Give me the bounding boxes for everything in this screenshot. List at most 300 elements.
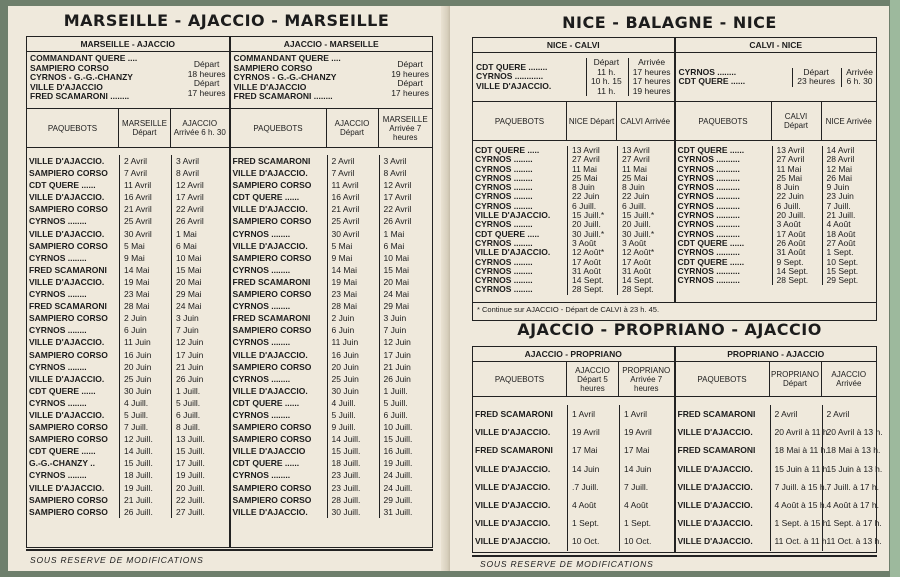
list-line: CDT QUERE ........: [476, 61, 548, 72]
arrival-date: 10 Mai: [171, 252, 223, 264]
propriano-ajaccio-rows: [676, 396, 883, 551]
ship-name: CDT QUERE ......: [29, 446, 96, 457]
ship-name: FRED SCAMARONI: [475, 409, 553, 419]
ship-name: FRED SCAMARONI: [29, 264, 107, 275]
ship-name: VILLE D'AJACCIO.: [475, 536, 551, 547]
arrival-date: 21 Juill.: [822, 211, 872, 220]
departure-date: 5 Mai: [327, 240, 379, 252]
departure-date: 21 Juill.: [119, 494, 171, 506]
nice-calvi-heading: NICE - CALVI: [473, 38, 674, 53]
ship-name: CYRNOS ..........: [677, 163, 740, 174]
page-title-left: MARSEILLE - AJACCIO - MARSEILLE: [63, 11, 390, 30]
ship-name: CYRNOS ........: [29, 325, 87, 336]
table-row: [27, 482, 229, 494]
table-row: [27, 336, 229, 348]
table-row: [676, 478, 877, 496]
arrival-date: 15 Juill.: [171, 445, 223, 457]
return-rows: [231, 147, 433, 518]
table-row: [231, 203, 433, 215]
departure-date: 6 Juin: [327, 324, 379, 336]
table-row: [27, 179, 229, 191]
table-row: [27, 264, 229, 276]
col-arrival: PROPRIANO Arrivée 7 heures: [622, 365, 671, 393]
ship-name: CDT QUERE ......: [29, 180, 96, 191]
ship-name: SAMPIERO CORSO: [232, 422, 312, 433]
return-ship-list: [231, 52, 433, 108]
departure-date: 11 Mai: [772, 165, 822, 174]
arrival-date: 26 Juin: [171, 373, 223, 385]
departure-date: 28 Juill.: [327, 494, 379, 506]
arrival-date: 28 Avril: [822, 155, 872, 164]
ship-name: CYRNOS ........: [475, 172, 533, 183]
ship-name: CYRNOS ........: [475, 275, 533, 286]
ship-name: CYRNOS ........: [232, 337, 291, 348]
departure-date: 19 Avril: [567, 423, 619, 441]
footer-note: SOUS RESERVE DE MODIFICATIONS: [30, 555, 204, 565]
table-row: [231, 179, 433, 191]
arrival-date: 5 Juill.: [171, 397, 223, 409]
departure-date: 11 Avril: [119, 179, 171, 191]
departure-date: 15 Juill.: [119, 457, 171, 469]
table-row: [473, 441, 674, 459]
ship-names: [234, 54, 341, 106]
arrival-date: 24 Mai: [379, 288, 431, 300]
arrival-date: 17 Juill.: [171, 457, 223, 469]
ship-name: SAMPIERO CORSO: [232, 482, 312, 493]
table-row: [27, 240, 229, 252]
departure-date: 4 Août: [567, 496, 619, 514]
departure-date: 30 Juin: [327, 385, 379, 397]
table-row: [473, 478, 674, 496]
table-row: [27, 469, 229, 481]
ajaccio-propriano-half: [473, 347, 676, 552]
ship-name: VILLE D'AJACCIO.: [475, 463, 551, 474]
col-departure: CALVI Départ: [772, 102, 822, 140]
col-arrival: NICE Arrivée: [825, 116, 872, 126]
ship-name: FRED SCAMARONI: [29, 301, 107, 312]
table-row: [473, 514, 674, 532]
arrival-date: 8 Avril: [171, 167, 223, 179]
ship-name: CYRNOS ..........: [677, 200, 740, 211]
arrival-date: 4 Août à 17 h.: [822, 496, 874, 514]
arrival-date: 15 Mai: [379, 264, 431, 276]
page-right: [449, 6, 889, 571]
ship-name: VILLE D'AJACCIO.: [475, 247, 551, 258]
page-title-propriano: AJACCIO - PROPRIANO - AJACCIO: [517, 320, 822, 339]
ship-name: SAMPIERO CORSO: [29, 434, 108, 445]
ship-name: CDT QUERE ......: [677, 256, 745, 267]
list-line: 17 heures: [391, 87, 429, 98]
table-row: [231, 482, 433, 494]
departure-date: 30 Avril: [119, 228, 171, 240]
departure-date: 7 Avril: [119, 167, 171, 179]
ship-name: SAMPIERO CORSO: [29, 168, 108, 179]
ship-name: CYRNOS ........: [232, 264, 291, 275]
table-row: [231, 445, 433, 457]
departure-date: 28 Mai: [119, 300, 171, 312]
departure-date: 23 Juill.: [327, 469, 379, 481]
ship-name: CYRNOS ........: [232, 228, 291, 239]
list-line: CYRNOS ............: [476, 71, 544, 82]
list-line: 6 h. 30: [846, 76, 873, 86]
col-departure: AJACCIO Départ: [327, 109, 379, 147]
propriano-ajaccio-half: [676, 347, 883, 552]
departure-date: 14 Mai: [327, 264, 379, 276]
arrival-date: 10 Oct.: [619, 532, 671, 550]
col-ships: PAQUEBOTS: [473, 362, 567, 396]
list-line: 23 heures: [797, 76, 836, 86]
return-heading: AJACCIO - MARSEILLE: [231, 37, 433, 52]
arrival-date: 30 Juill.*: [617, 230, 667, 239]
ajaccio-propriano-col-headers: [473, 362, 674, 396]
col-departure: PROPRIANO Départ: [770, 362, 822, 396]
ship-name: CYRNOS ........: [29, 216, 87, 227]
ship-name: CYRNOS ........: [29, 252, 87, 263]
ship-name: CYRNOS ..........: [677, 219, 740, 230]
departure-date: 15 Juill.: [327, 445, 379, 457]
table-row: [27, 397, 229, 409]
departure-date: 14 Sept.: [567, 276, 617, 285]
ship-departures: [586, 58, 622, 96]
arrival-date: 11 Oct. à 13 h.: [822, 532, 874, 550]
ship-name: VILLE D'AJACCIO.: [29, 276, 105, 287]
departure-date: 12 Août*: [567, 248, 617, 257]
departure-date: 30 Avril: [327, 228, 379, 240]
arrival-date: 25 Mai: [617, 174, 667, 183]
arrival-date: 26 Juin: [379, 373, 431, 385]
departure-date: 30 Juill.: [327, 506, 379, 518]
departure-date: 4 Juill.: [119, 397, 171, 409]
list-line: SAMPIERO CORSO: [30, 62, 109, 73]
table-row: [231, 433, 433, 445]
departure-date: 19 Mai: [119, 276, 171, 288]
ship-name: VILLE D'AJACCIO.: [29, 192, 105, 203]
departure-date: 5 Mai: [119, 240, 171, 252]
list-line: Départ: [397, 78, 423, 88]
departure-date: 18 Mai à 11 h.: [770, 441, 822, 459]
ship-arrivals: [628, 58, 671, 96]
departure-date: 11 Avril: [327, 179, 379, 191]
arrival-date: 2 Avril: [822, 405, 874, 423]
ship-name: SAMPIERO CORSO: [29, 349, 108, 360]
departure-date: 6 Juill.: [567, 202, 617, 211]
departure-date: 13 Avril: [567, 146, 617, 155]
ship-departures: [792, 68, 835, 87]
departure-date: 22 Juin: [772, 192, 822, 201]
arrival-date: 17 Mai: [619, 441, 671, 459]
ship-name: VILLE D'AJACCIO.: [29, 409, 105, 420]
table-row: [27, 155, 229, 167]
arrival-date: 7 Juin: [379, 324, 431, 336]
arrival-date: 10 Sept.: [822, 258, 872, 267]
table-row: [231, 409, 433, 421]
arrival-date: 11 Mai: [617, 165, 667, 174]
table-row: [231, 506, 433, 518]
table-row: [676, 496, 877, 514]
table-row: [27, 312, 229, 324]
table-row: [231, 494, 433, 506]
ship-arrivals: [841, 68, 873, 87]
departure-date: 15 Juill.*: [567, 211, 617, 220]
arrival-date: 3 Juin: [171, 312, 223, 324]
arrival-date: 24 Juill.: [379, 482, 431, 494]
ship-name: G.-G.-CHANZY ..: [29, 458, 95, 469]
ship-name: SAMPIERO CORSO: [29, 240, 108, 251]
arrival-date: 3 Août: [617, 239, 667, 248]
departure-date: 25 Juin: [327, 373, 379, 385]
departure-date: 17 Août: [772, 230, 822, 239]
arrival-date: 21 Juin: [171, 361, 223, 373]
ship-name: CDT QUERE ......: [232, 192, 300, 203]
arrival-date: 18 Mai à 13 h.: [822, 441, 874, 459]
table-row: [231, 469, 433, 481]
table-row: [27, 203, 229, 215]
list-line: Arrivée: [638, 57, 666, 67]
calvi-nice-heading: CALVI - NICE: [676, 38, 877, 53]
departure-date: 14 Sept.: [772, 267, 822, 276]
departure-date: 25 Mai: [567, 174, 617, 183]
departure-date: 17 Mai: [567, 441, 619, 459]
arrival-date: 13 Avril: [617, 146, 667, 155]
arrival-date: 1 Avril: [619, 405, 671, 423]
departure-date: 21 Avril: [119, 203, 171, 215]
ship-name: CYRNOS ........: [29, 361, 87, 372]
ship-names: [30, 54, 137, 106]
departure-date: 14 Juill.: [327, 433, 379, 445]
arrival-date: 20 Juill.: [617, 220, 667, 229]
ship-name: SAMPIERO CORSO: [232, 252, 312, 263]
propriano-ajaccio-heading: PROPRIANO - AJACCIO: [676, 347, 877, 362]
ship-name: FRED SCAMARONI: [475, 445, 553, 456]
table-row: [27, 324, 229, 336]
ship-name: VILLE D'AJACCIO.: [232, 204, 308, 215]
list-line: VILLE D'AJACCIO.: [476, 80, 552, 91]
ship-name: SAMPIERO CORSO: [232, 180, 312, 191]
table-row: [27, 506, 229, 518]
table-row: [231, 349, 433, 361]
col-departure: AJACCIO Départ 5 heures: [567, 362, 619, 396]
nice-calvi-col-headers: [473, 101, 674, 140]
table-row: [231, 312, 433, 324]
departure-date: 22 Juin: [567, 192, 617, 201]
nice-balagne-block: [472, 37, 877, 321]
departure-date: 27 Avril: [567, 155, 617, 164]
arrival-date: 7 Juin: [171, 324, 223, 336]
departure-date: 1 Sept. à 15 h.: [770, 514, 822, 532]
arrival-date: 12 Mai: [822, 165, 872, 174]
table-row: [27, 349, 229, 361]
departure-date: 28 Sept.: [567, 285, 617, 294]
departure-date: 25 Juin: [119, 373, 171, 385]
arrival-date: 10 Mai: [379, 252, 431, 264]
arrival-date: 7 Juill.: [822, 202, 872, 211]
arrival-date: 26 Mai: [822, 174, 872, 183]
ship-name: CYRNOS ........: [475, 182, 533, 193]
departure-date: 27 Avril: [772, 155, 822, 164]
departure-date: 12 Juill.: [119, 433, 171, 445]
arrival-date: 12 Avril: [379, 179, 431, 191]
arrival-date: 13 Juill.: [171, 433, 223, 445]
list-line: Départ: [397, 59, 423, 69]
ship-name: CYRNOS ..........: [677, 275, 740, 286]
ship-name: FRED SCAMARONI: [232, 276, 311, 287]
departure-date: 23 Mai: [119, 288, 171, 300]
table-row: [231, 300, 433, 312]
ship-name: VILLE D'AJACCIO.: [475, 427, 551, 438]
list-line: 19 heures: [632, 85, 671, 96]
ship-name: CYRNOS ..........: [677, 265, 740, 276]
ship-name: FRED SCAMARONI: [677, 445, 756, 456]
arrival-date: 17 Août: [617, 258, 667, 267]
ship-name: CDT QUERE ......: [232, 397, 300, 408]
col-ships: PAQUEBOTS: [676, 362, 770, 396]
departure-date: 11 Oct. à 11 h.: [770, 532, 822, 550]
arrival-date: 27 Août: [822, 239, 872, 248]
table-row: [676, 441, 881, 459]
departure-date: 11 Juin: [327, 336, 379, 348]
table-row: [231, 167, 433, 179]
table-row: [231, 385, 433, 397]
ship-name: CYRNOS ........: [232, 301, 291, 312]
departure-date: 18 Juill.: [327, 457, 379, 469]
table-row: [27, 300, 229, 312]
table-row: [231, 228, 433, 240]
departure-date: 18 Juill.: [119, 469, 171, 481]
departure-date: 2 Juin: [119, 312, 171, 324]
ship-name: CYRNOS ........: [29, 470, 87, 481]
arrival-date: 22 Juin: [617, 192, 667, 201]
arrival-date: 12 Juin: [379, 336, 431, 348]
ship-name: VILLE D'AJACCIO.: [677, 536, 753, 547]
arrival-date: 8 Juill.: [171, 421, 223, 433]
ajaccio-propriano-block: [472, 346, 883, 553]
list-line: VILLE D'AJACCIO: [233, 81, 307, 92]
arrival-date: 1 Juill.: [171, 385, 223, 397]
continuation-note: * Continue sur AJACCIO - Départ de CALVI à 23 h. 45.: [473, 302, 876, 316]
ship-name: CYRNOS ..........: [677, 172, 740, 183]
departure-date: 25 Mai: [772, 174, 822, 183]
arrival-date: 15 Juill.*: [617, 211, 667, 220]
calvi-nice-ship-list: [676, 53, 877, 101]
ship-name: VILLE D'AJACCIO.: [677, 427, 753, 438]
ship-name: VILLE D'AJACCIO.: [232, 385, 308, 396]
list-line: Départ: [593, 57, 620, 67]
departure-date: 6 Juill.: [772, 202, 822, 211]
arrival-date: 15 Juin à 13 h.: [822, 460, 874, 478]
table-row: [473, 423, 674, 441]
arrival-date: 7 Juill.: [619, 478, 671, 496]
arrival-date: 1 Juill.: [379, 385, 431, 397]
arrival-date: 7 Juill. à 17 h.: [822, 478, 874, 496]
page-title-nice: NICE - BALAGNE - NICE: [562, 13, 777, 32]
arrival-date: 3 Avril: [171, 155, 223, 167]
departure-date: 16 Avril: [327, 191, 379, 203]
arrival-date: 19 Juill.: [379, 457, 431, 469]
arrival-date: 19 Avril: [619, 423, 671, 441]
ship-name: VILLE D'AJACCIO.: [29, 482, 105, 493]
list-line: COMMANDANT QUERE ....: [233, 53, 341, 63]
departure-date: 8 Juin: [567, 183, 617, 192]
arrival-date: 6 Juill.: [171, 409, 223, 421]
ship-name: VILLE D'AJACCIO.: [29, 337, 105, 348]
arrival-date: 6 Juill.: [617, 202, 667, 211]
departure-date: 9 Juill.: [327, 421, 379, 433]
ship-name: FRED SCAMARONI: [232, 313, 311, 324]
arrival-date: 22 Juill.: [171, 494, 223, 506]
departure-date: 30 Juin: [119, 385, 171, 397]
arrival-date: 23 Juin: [822, 192, 872, 201]
departure-date: 4 Août à 15 h.: [770, 496, 822, 514]
table-row: [231, 191, 433, 203]
nice-calvi-rows: [473, 140, 674, 295]
arrival-date: 1 Mai: [171, 228, 223, 240]
ship-name: SAMPIERO CORSO: [232, 494, 312, 505]
departure-date: 21 Avril: [327, 203, 379, 215]
col-departure: MARSEILLE Départ: [119, 109, 171, 147]
arrival-date: 14 Avril: [822, 146, 872, 155]
ship-name: VILLE D'AJACCIO.: [232, 168, 308, 179]
ship-times: [387, 54, 429, 106]
arrival-date: 14 Juin: [619, 460, 671, 478]
ship-name: FRED SCAMARONI: [232, 156, 311, 166]
ship-name: CYRNOS ........: [232, 409, 291, 420]
table-row: [231, 215, 433, 227]
table-row: [676, 276, 877, 285]
ajaccio-propriano-heading: AJACCIO - PROPRIANO: [473, 347, 674, 362]
ship-name: CDT QUERE ......: [677, 145, 745, 155]
footer-note: SOUS RESERVE DE MODIFICATIONS: [480, 559, 654, 569]
list-line: 17 heures: [632, 76, 671, 86]
arrival-date: 1 Sept.: [822, 248, 872, 257]
ship-name: VILLE D'AJACCIO.: [677, 518, 753, 529]
table-row: [27, 361, 229, 373]
return-half: [231, 37, 433, 547]
departure-date: 16 Avril: [119, 191, 171, 203]
table-row: [231, 240, 433, 252]
departure-date: 9 Mai: [119, 252, 171, 264]
departure-date: 2 Avril: [119, 155, 171, 167]
arrival-date: 17 Avril: [379, 191, 431, 203]
departure-date: 7 Avril: [327, 167, 379, 179]
ship-name: CYRNOS ........: [475, 265, 533, 276]
calvi-nice-col-headers: [676, 101, 877, 140]
arrival-date: 20 Mai: [379, 276, 431, 288]
arrival-date: 29 Mai: [379, 300, 431, 312]
arrival-date: 29 Juill.: [379, 494, 431, 506]
arrival-date: 3 Juin: [379, 312, 431, 324]
list-line: 19 heures: [391, 68, 429, 79]
outbound-half: [27, 37, 231, 547]
list-line: 10 h. 15: [590, 76, 622, 86]
table-row: [231, 457, 433, 469]
table-row: [231, 421, 433, 433]
table-row: [676, 423, 883, 441]
arrival-date: 12 Avril: [171, 179, 223, 191]
departure-date: 19 Juill.: [119, 482, 171, 494]
table-row: [231, 252, 433, 264]
table-row: [27, 276, 229, 288]
ship-name: VILLE D'AJACCIO.: [232, 349, 308, 360]
outbound-ship-list: [27, 52, 229, 108]
list-line: CYRNOS ........: [678, 66, 737, 77]
ship-names: [679, 68, 746, 87]
arrival-date: 19 Juill.: [171, 469, 223, 481]
departure-date: 19 Mai: [327, 276, 379, 288]
departure-date: 23 Mai: [327, 288, 379, 300]
ship-name: SAMPIERO CORSO: [232, 434, 312, 445]
arrival-date: 29 Mai: [171, 288, 223, 300]
list-line: 17 heures: [187, 87, 226, 98]
